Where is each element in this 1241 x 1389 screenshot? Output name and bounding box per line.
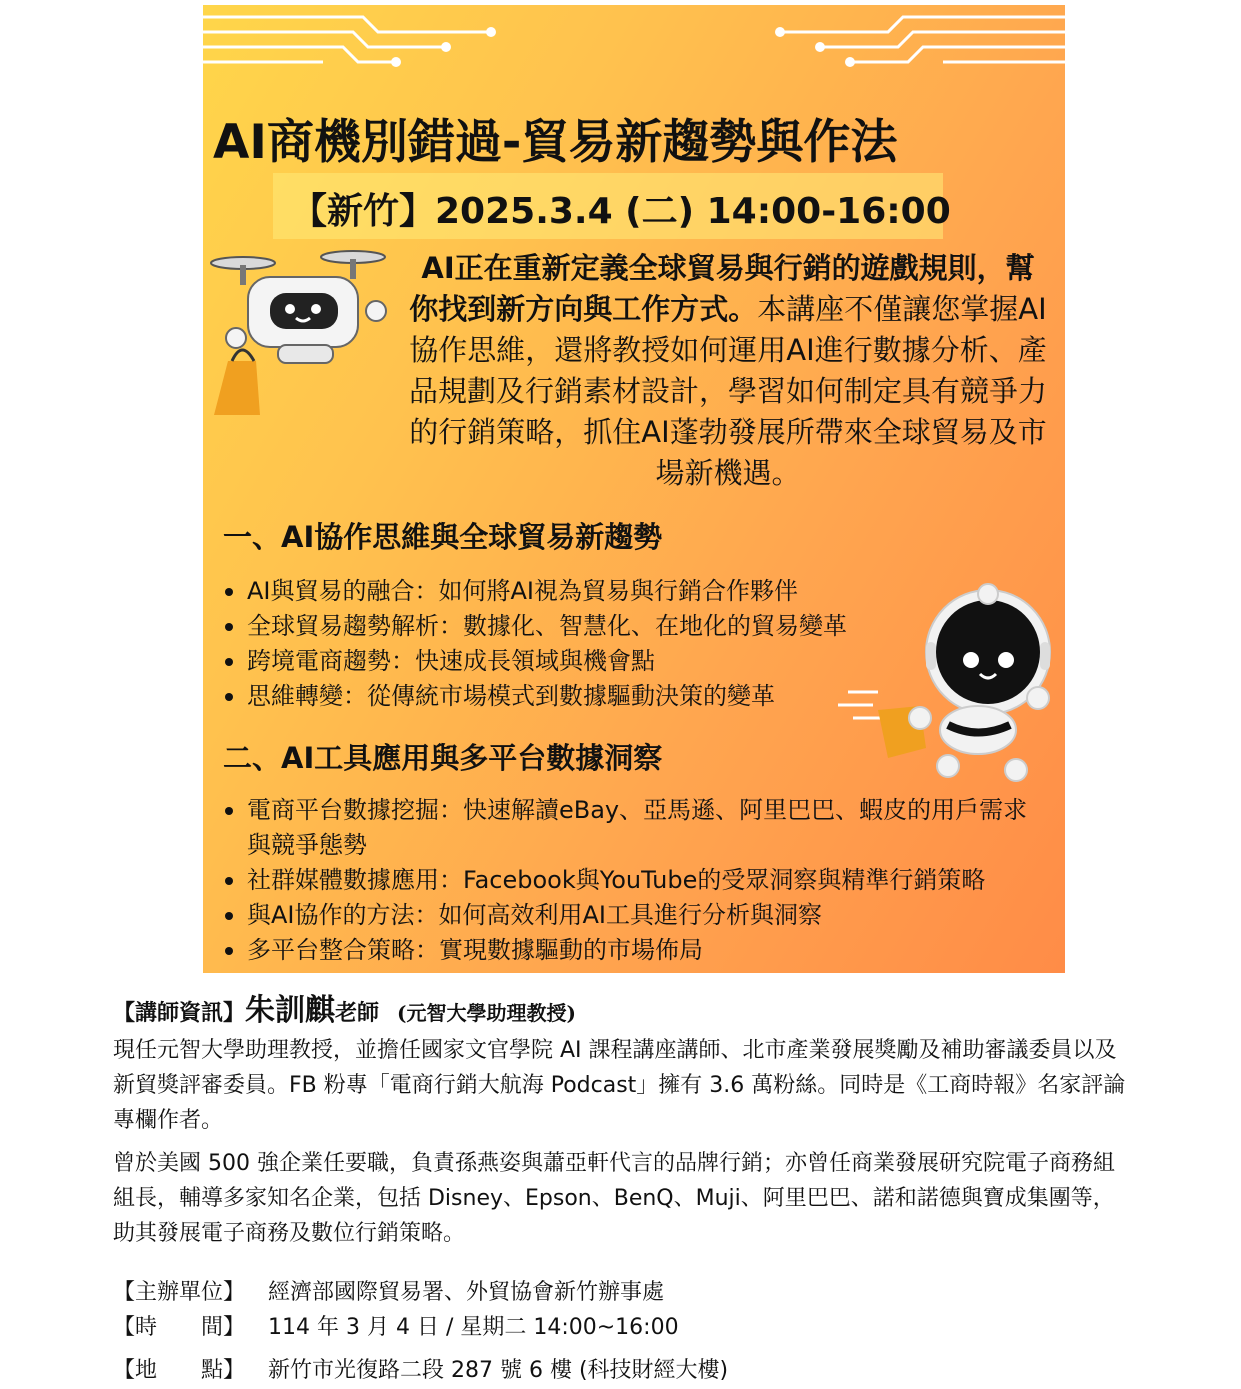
time-label: 【時 間】 — [113, 1315, 246, 1340]
time-row — [113, 1310, 679, 1341]
list-item: 跨境電商趨勢：快速成長領域與機會點 — [223, 644, 863, 679]
event-date-line: 【新竹】2025.3.4 (二) 14:00-16:00 — [291, 191, 951, 232]
instructor-tag: 【講師資訊】 — [113, 1001, 246, 1026]
list-item: 電商平台數據挖掘：快速解讀eBay、亞馬遜、阿里巴巴、蝦皮的用戶需求與競爭態勢 — [223, 793, 1043, 863]
intro-lead: AI正在重新定義全球貿易與行銷的遊戲規則，幫你找到新方向與工作方式。 — [409, 251, 1035, 326]
instructor-title: 老師 — [335, 1001, 380, 1026]
intro-paragraph — [408, 248, 1048, 494]
section-2-list — [223, 793, 1043, 968]
list-item: 思維轉變：從傳統市場模式到數據驅動決策的變革 — [223, 679, 863, 714]
instructor-name: 朱訓麒 — [245, 993, 336, 1028]
place-row — [113, 1353, 728, 1384]
list-item: 全球貿易趨勢解析：數據化、智慧化、在地化的貿易變革 — [223, 609, 863, 644]
organizer-label: 【主辦單位】 — [113, 1280, 246, 1305]
section-2-heading: 二、AI工具應用與多平台數據洞察 — [223, 741, 663, 775]
list-item: 多平台整合策略：實現數據驅動的市場佈局 — [223, 933, 1043, 968]
organizer-value: 經濟部國際貿易署、外貿協會新竹辦事處 — [268, 1280, 665, 1305]
circuit-decoration-icon — [203, 5, 1065, 75]
time-value: 114 年 3 月 4 日 / 星期二 14:00~16:00 — [268, 1315, 679, 1340]
poster-title: AI商機別錯過-貿易新趨勢與作法 — [213, 115, 898, 170]
list-item: 社群媒體數據應用：Facebook與YouTube的受眾洞察與精準行銷策略 — [223, 863, 1043, 898]
section-1-list — [223, 574, 863, 714]
place-label: 【地 點】 — [113, 1358, 246, 1383]
section-1-heading: 一、AI協作思維與全球貿易新趨勢 — [223, 520, 663, 554]
instructor-header — [113, 985, 576, 1029]
list-item: AI與貿易的融合：如何將AI視為貿易與行銷合作夥伴 — [223, 574, 863, 609]
organizer-row — [113, 1275, 664, 1306]
place-value: 新竹市光復路二段 287 號 6 樓 (科技財經大樓) — [268, 1358, 729, 1383]
instructor-affiliation: (元智大學助理教授) — [397, 1001, 576, 1025]
drone-robot-icon — [208, 243, 398, 418]
astronaut-robot-icon — [838, 580, 1058, 785]
instructor-bio-2: 曾於美國 500 強企業任要職，負責孫燕姿與蕭亞軒代言的品牌行銷；亦曾任商業發展研究院電子商務組組長，輔導多家知名企業，包括 Disney、Epson、BenQ、Muji、阿里巴巴、諾和諾德與寶成集團等，助其發展電子商務及數位行銷策略。 — [113, 1151, 1115, 1246]
list-item: 與AI協作的方法：如何高效利用AI工具進行分析與洞察 — [223, 898, 1043, 933]
instructor-bio-1: 現任元智大學助理教授，並擔任國家文官學院 AI 課程講座講師、北市產業發展獎勵及補助審議委員以及新貿獎評審委員。FB 粉專「電商行銷大航海 Podcast」擁有 3.6 萬粉絲。同時是《工商時報》名家評論專欄作者。 — [113, 1038, 1126, 1133]
intro-rest: 本講座不僅讓您掌握AI協作思維，還將教授如何運用AI進行數據分析、產品規劃及行銷素材設計，學習如何制定具有競爭力的行銷策略，抓住AI蓬勃發展所帶來全球貿易及市場新機遇。 — [408, 292, 1047, 490]
event-poster — [203, 5, 1065, 973]
